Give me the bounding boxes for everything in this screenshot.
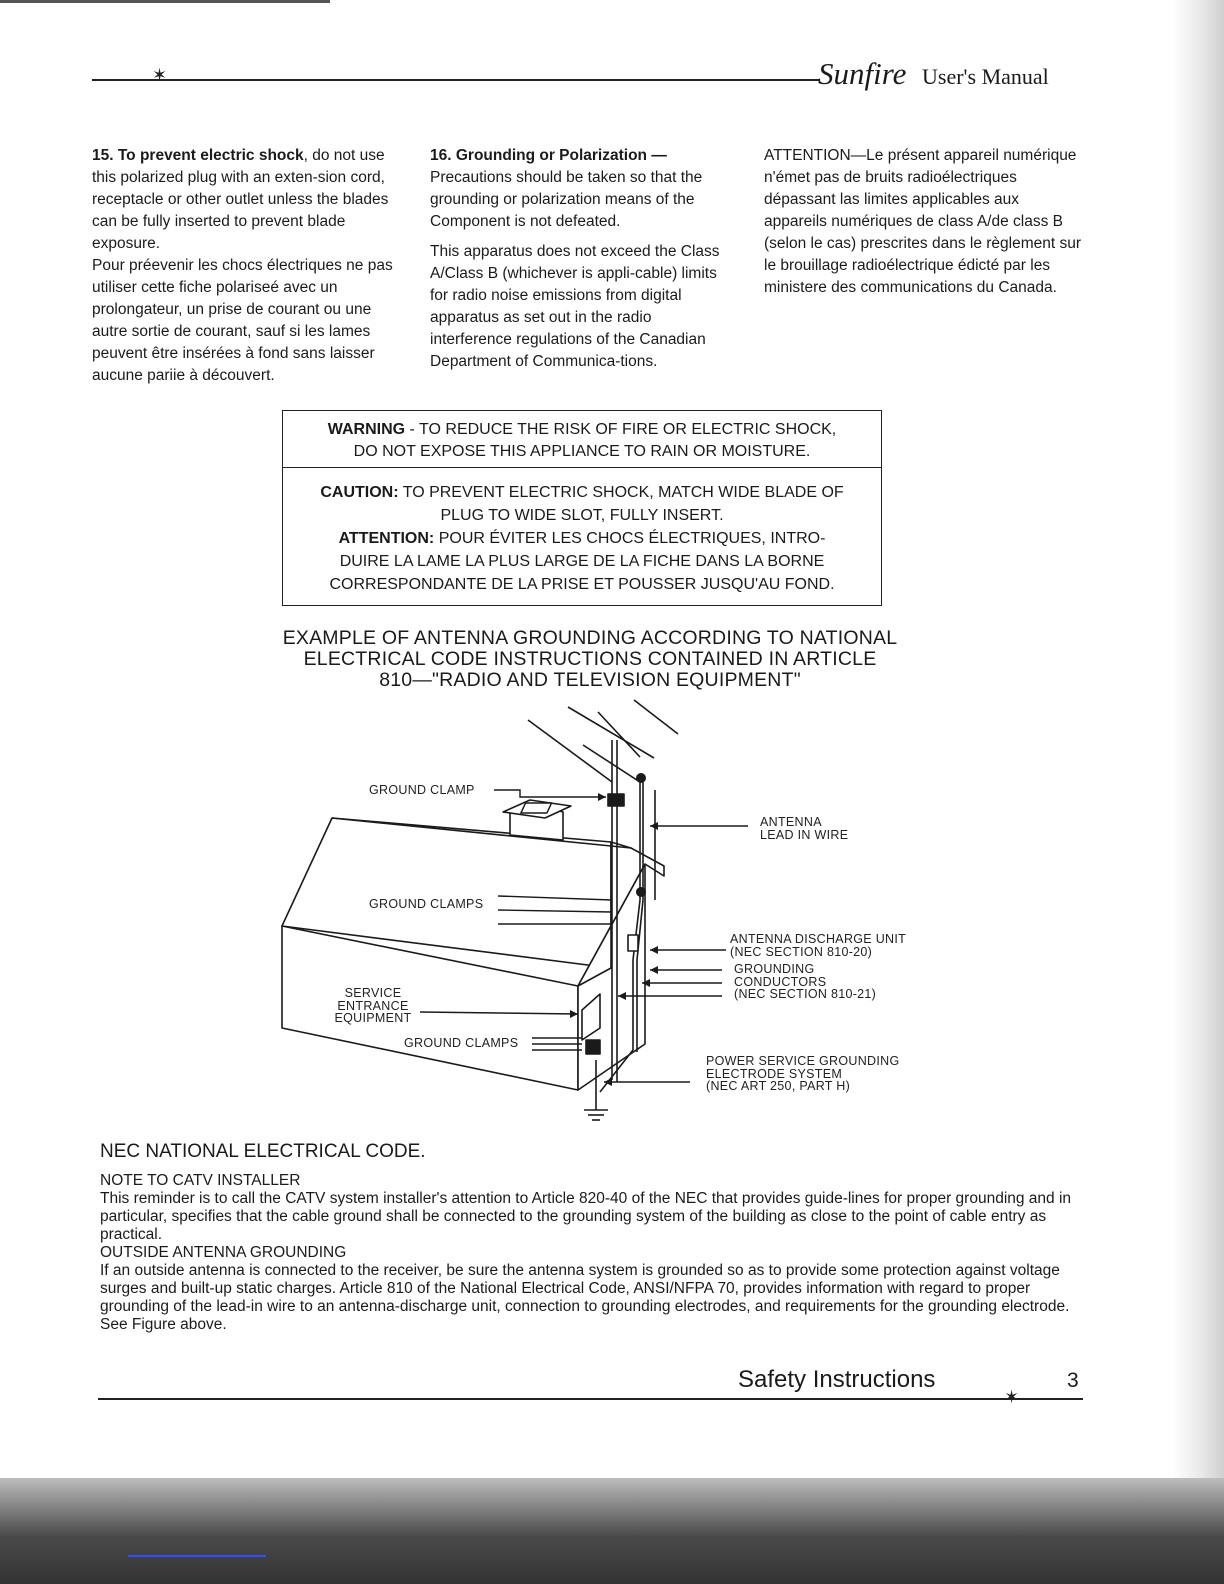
label-grounding-conductors	[734, 963, 876, 1001]
warning-line-1: - TO REDUCE THE RISK OF FIRE OR ELECTRIC SHOCK,	[405, 421, 837, 438]
attention-french-text: ATTENTION—Le présent appareil numérique n'émet pas de bruits radioélectriques dépassant las limites applicables aux appareils numériques de class A/de class B (selon le cas) prescrites dans le règlement sur le brouillage radioélectrique édicté par les ministere des communications du Canada.	[764, 147, 1082, 296]
scan-bottom-link-line	[128, 1555, 266, 1557]
label-power-line-3: (NEC ART 250, PART H)	[706, 1079, 851, 1093]
bottom-ground-clamp	[586, 1040, 600, 1054]
label-power-service	[706, 1055, 900, 1093]
label-conductors-line-1: GROUNDING	[734, 962, 815, 976]
label-power-line-2: ELECTRODE SYSTEM	[706, 1066, 843, 1081]
noise-emissions-text: This apparatus does not exceed the Class A/Class B (whichever is appli-cable) limits for radio noise emissions from digital apparatus as set out in the radio interference regulations of the Canadian Department of Communica-tions.	[430, 243, 720, 370]
warning-line-2: DO NOT EXPOSE THIS APPLIANCE TO RAIN OR MOISTURE.	[353, 443, 811, 460]
label-conductors-line-2: CONDUCTORS	[734, 974, 827, 989]
footer-rule	[98, 1398, 1083, 1400]
arrow-ground-clamp	[598, 793, 606, 801]
arrow-conductors-1	[650, 966, 658, 974]
figure-title-line-3: 810—"RADIO AND TELEVISION EQUIPMENT"	[379, 669, 801, 691]
antenna-insulator-bottom	[636, 887, 646, 897]
antenna-insulator-top	[636, 773, 646, 783]
attention-line-3: CORRESPONDANTE DE LA PRISE ET POUSSER JUSQU'AU FOND.	[329, 576, 835, 593]
label-discharge-line-2: (NEC SECTION 810-20)	[730, 944, 873, 959]
ground-clamp-block	[608, 794, 624, 806]
label-ground-clamp: GROUND CLAMP	[369, 783, 475, 797]
outside-antenna-heading: OUTSIDE ANTENNA GROUNDING	[100, 1244, 347, 1261]
attention-line-1: POUR ÉVITER LES CHOCS ÉLECTRIQUES, INTRO-	[434, 530, 826, 547]
antenna-element-4	[634, 700, 678, 734]
caution-line-1: TO PREVENT ELECTRIC SHOCK, MATCH WIDE BLADE OF	[398, 484, 844, 501]
antenna-element-2	[568, 707, 654, 758]
page-number: 3	[1067, 1369, 1079, 1392]
footer-section-label: Safety Instructions	[738, 1366, 936, 1393]
leader-ground-clamp	[494, 790, 606, 797]
item-15-body: , do not use this polarized plug with an exten-sion cord, receptacle or other outlet unless the blades can be fully inserted to prevent blade exposure.	[92, 147, 389, 252]
chimney-cap	[521, 803, 552, 813]
outside-antenna-body: If an outside antenna is connected to the receiver, be sure the antenna system is grounded so as to provide some protection against voltage surges and built-up static charges. Article 810 of the National Electrical Code, ANSI/NFPA 70, provides information with regard to proper grounding of the lead-in wire to an antenna-discharge unit, connection to grounding electrodes, and requirements for the grounding electrode. See Figure above.	[100, 1262, 1070, 1333]
label-antenna-line-2: LEAD IN WIRE	[760, 827, 849, 842]
nec-heading: NEC NATIONAL ELECTRICAL CODE.	[100, 1141, 426, 1162]
figure-title-line-2: ELECTRICAL CODE INSTRUCTIONS CONTAINED IN ARTICLE	[303, 648, 877, 670]
attention-line-2: DUIRE LA LAME LA PLUS LARGE DE LA FICHE DANS LA BORNE	[339, 553, 825, 570]
label-antenna-lead	[760, 816, 848, 841]
label-service-line-3: EQUIPMENT	[334, 1011, 412, 1025]
label-antenna-line-1: ANTENNA	[760, 815, 822, 829]
label-service-entrance	[330, 987, 416, 1025]
label-service-line-1: SERVICE	[344, 986, 402, 1000]
antenna-discharge-unit	[628, 935, 638, 951]
header-title: User's Manual	[922, 64, 1049, 89]
label-discharge-line-1: ANTENNA DISCHARGE UNIT	[730, 932, 907, 946]
header-star-icon: ✶	[152, 65, 168, 85]
arrow-discharge	[650, 946, 658, 954]
antenna-element-1	[528, 720, 612, 782]
item-15-heading: 15. To prevent electric shock	[92, 147, 304, 164]
attention-label: ATTENTION:	[338, 530, 435, 547]
catv-body: This reminder is to call the CATV system installer's attention to Article 820-40 of the NEC that provides guide-lines for proper grounding and in particular, specifies that the cable ground shall be connected to the grounding system of the building as close to the point of cable entry as practical.	[100, 1190, 1072, 1243]
label-service-line-2: ENTRANCE	[337, 998, 409, 1013]
figure-title-line-1: EXAMPLE OF ANTENNA GROUNDING ACCORDING TO NATIONAL	[282, 627, 898, 649]
label-ground-clamps-bottom: GROUND CLAMPS	[404, 1036, 519, 1050]
caution-line-2: PLUG TO WIDE SLOT, FULLY INSERT.	[440, 507, 724, 524]
header-brand: Sunfire	[818, 56, 907, 91]
installer-notes	[100, 1172, 1090, 1334]
catv-heading: NOTE TO CATV INSTALLER	[100, 1172, 301, 1189]
scan-bottom-shadow	[0, 1478, 1224, 1584]
item-16-body: Precautions should be taken so that the grounding or polarization means of the Component is not defeated.	[430, 169, 703, 230]
label-conductors-line-3: (NEC SECTION 810-21)	[734, 987, 877, 1001]
label-ground-clamps-top: GROUND CLAMPS	[369, 897, 484, 911]
label-discharge-unit	[730, 933, 906, 958]
antenna-element-3	[598, 712, 640, 757]
caution-label: CAUTION:	[320, 484, 399, 501]
label-power-line-1: POWER SERVICE GROUNDING	[706, 1054, 900, 1068]
footer-star-icon: ✶	[1004, 1387, 1020, 1407]
item-16-heading: 16. Grounding or Polarization —	[430, 147, 667, 164]
item-15-french: Pour préevenir les chocs électriques ne pas utiliser cette fiche polariseé avec un prolongateur, un prise de courant ou une autre sortie de courant, sauf si les lames peuvent être insérées à fond sans laisser aucune pariie à découvert.	[92, 257, 393, 384]
warning-label: WARNING	[327, 421, 406, 438]
arrow-antenna	[650, 822, 658, 830]
